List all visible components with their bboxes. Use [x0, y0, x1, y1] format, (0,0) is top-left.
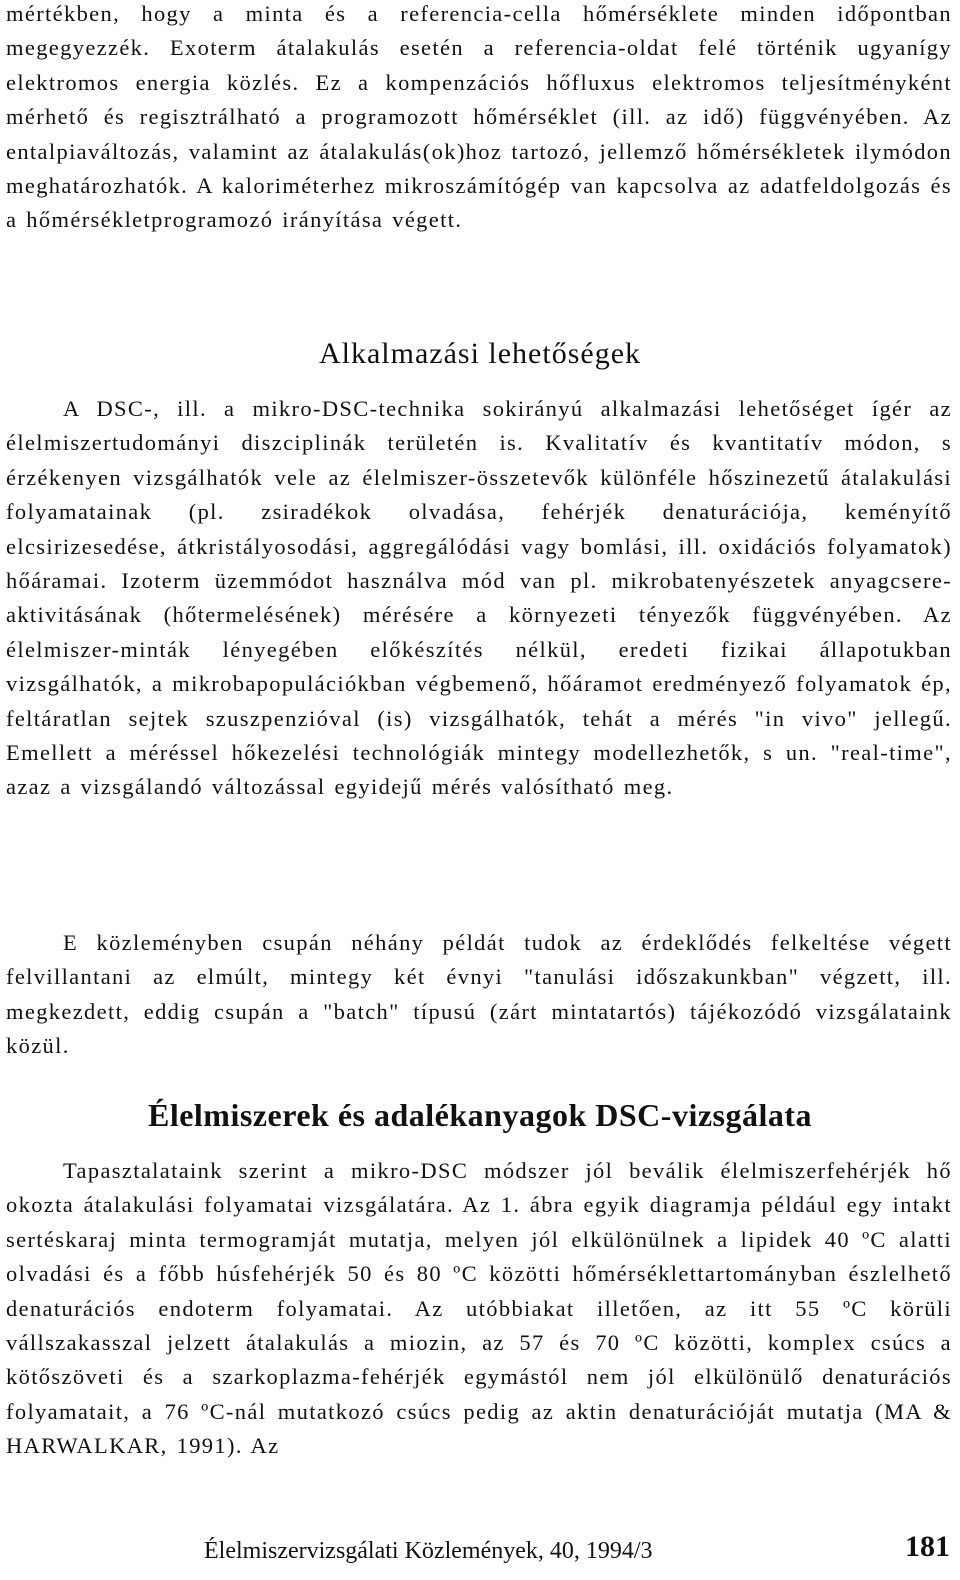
page-number: 181: [905, 1530, 950, 1563]
section-heading-applications: Alkalmazási lehetőségek: [318, 337, 642, 370]
body-paragraph-applications: A DSC-, ill. a mikro-DSC-technika sokirányú alkalmazási lehetőséget ígér az élelmiszertudományi diszciplinák területén is. Kvalitatív és kvantitatív módon, s érzékenyen vizsgálhatók vele az élelmiszer-összetevők különféle hőszinezetű átalakulási folyamatainak (pl. zsiradékok olvadása, fehérjék denaturációja, keményítő elcsirizesedése, átkristályosodási, aggregálódási vagy bomlási, ill. oxidációs folyamatok) hőáramai. Izoterm üzemmódot használva mód van pl. mikrobatenyészetek anyagcsere-aktivitásának (hőtermelésének) mérésére a környezeti tényezők függvényében. Az élelmiszer-minták lényegében előkészítés nélkül, eredeti fizikai állapotukban vizsgálhatók, a mikrobapopulációkban végbemenő, hőáramot eredményező folyamatok ép, feltáratlan sejtek szuszpenzióval (is) vizsgálhatók, tehát a mérés "in vivo" jellegű. Emellett a méréssel hőkezelési technológiák mintegy modellezhetők, s un. "real-time", azaz a vizsgálandó változással egyidejű mérés valósítható meg.: [6, 396, 952, 800]
section-heading-food-dsc: Élelmiszerek és adalékanyagok DSC-vizsgálata: [147, 1097, 813, 1133]
body-paragraph-proteins: Tapasztalataink szerint a mikro-DSC módszer jól beválik élelmiszerfehérjék hő okozta átalakulási folyamatai vizsgálatára. Az 1. ábra egyik diagramja például egy intakt sertéskaraj minta termogramját mutatja, melyen jól elkülönülnek a lipidek 40 ºC alatti olvadási és a főbb húsfehérjék 50 és 80 ºC közötti hőmérséklettartományban észlelhető denaturációs endoterm folyamatai. Az utóbbiakat illetően, az itt 55 ºC körüli vállszakasszal jelzett átalakulás a miozin, az 57 és 70 ºC közötti, komplex csúcs a kötőszöveti és a szarkoplazma-fehérjék egymástól nem jól elkülönülő denaturációs folyamatait, a 76 ºC-nál mutatkozó csúcs pedig az aktin denaturációját mutatja (MA & HARWALKAR, 1991). Az: [6, 1158, 952, 1459]
body-paragraph-continued: mértékben, hogy a minta és a referencia-cella hőmérséklete minden időpontban megegyezzék. Exoterm átalakulás esetén a referencia-oldat felé történik ugyanígy elektromos energia közlés. Ez a kompenzációs hőfluxus elektromos teljesítményként mérhető és regisztrálható a programozott hőmérséklet (ill. az idő) függvényében. Az entalpiaváltozás, valamint az átalakulás(ok)hoz tartozó, jellemző hőmérsékletek ilymódon meghatározhatók. A kaloriméterhez mikroszámítógép van kapcsolva az adatfeldolgozás és a hőmérsékletprogramozó irányítása végett.: [6, 1, 952, 233]
page-footer: [0, 1528, 960, 1572]
journal-citation: Élelmiszervizsgálati Közlemények, 40, 1994/3: [204, 1538, 653, 1564]
body-paragraph-examples: E közleményben csupán néhány példát tudok az érdeklődés felkeltése végett felvillantani az elmúlt, mintegy két évnyi "tanulási időszakunkban" végzett, ill. megkezdett, eddig csupán a "batch" típusú (zárt mintatartós) tájékozódó vizsgálataink közül.: [6, 930, 952, 1059]
